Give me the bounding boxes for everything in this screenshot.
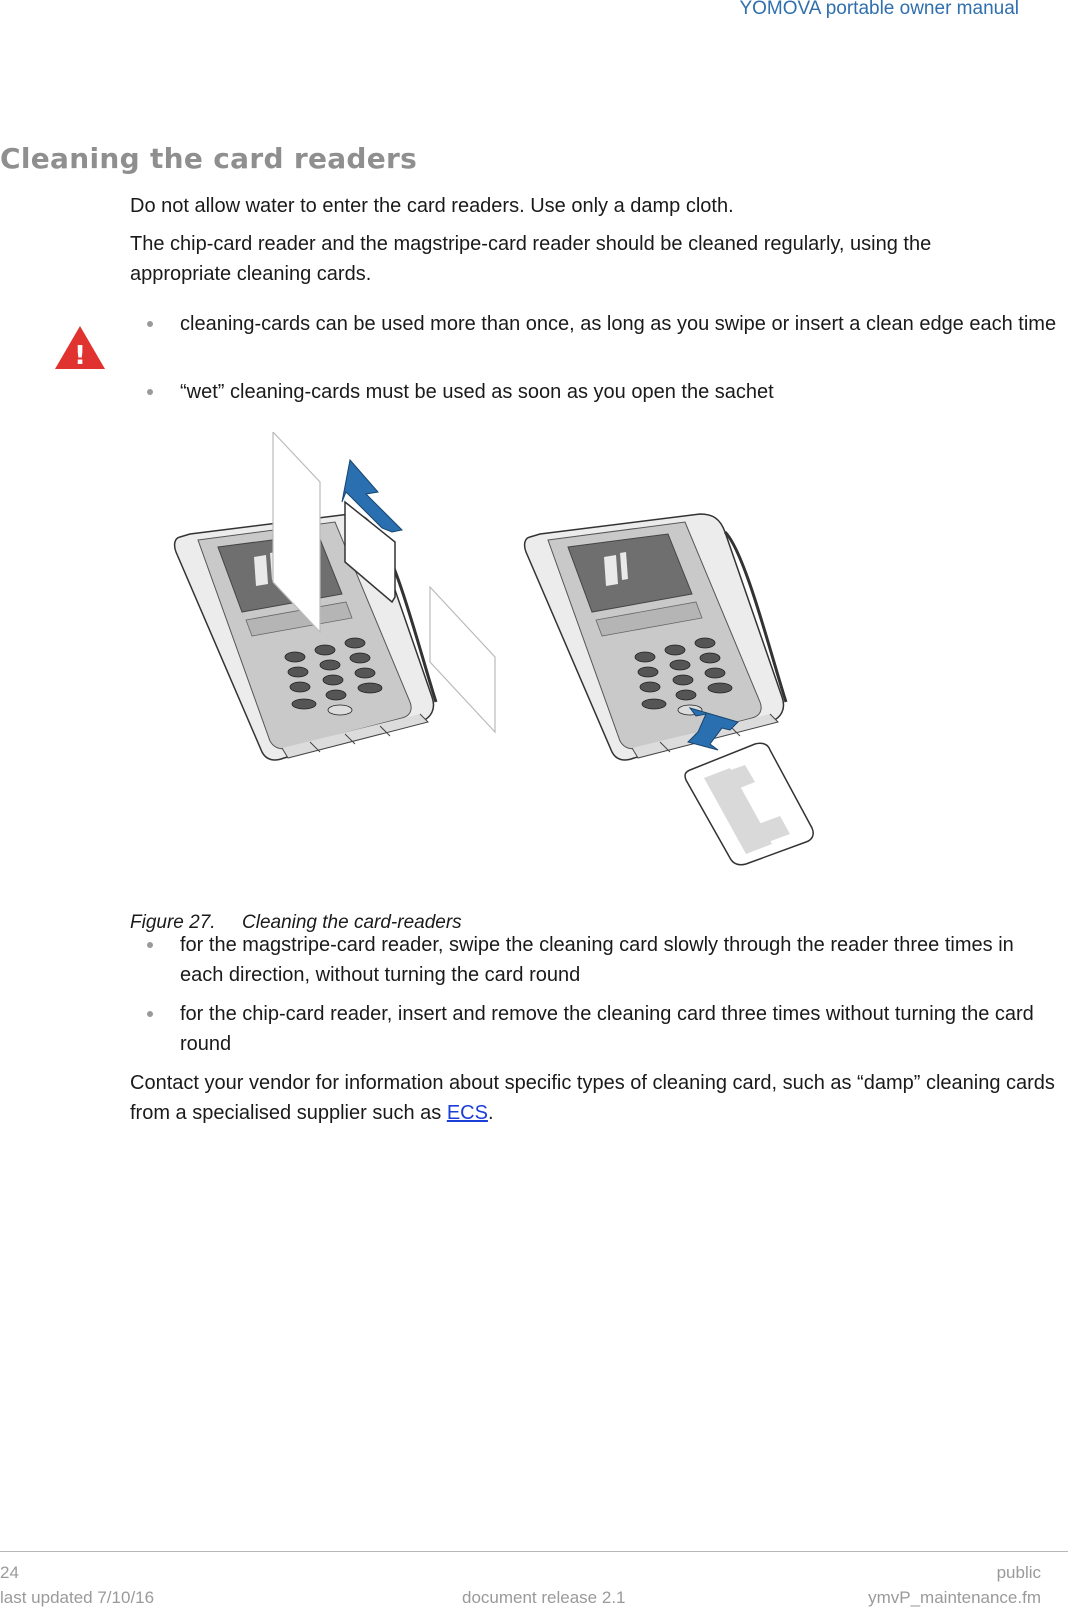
figure-illustration xyxy=(170,432,850,892)
chip-terminal xyxy=(525,514,786,760)
cleaning-card-ghost xyxy=(430,587,495,732)
intro-paragraph-2: The chip-card reader and the magstripe-card reader should be cleaned regularly, using the appropriate cleaning cards. xyxy=(130,233,932,285)
contact-paragraph: Contact your vendor for information about specific types of cleaning card, such as “damp” cleaning cards from a specialised supplier such as ECS. xyxy=(130,1072,1055,1124)
figure-number: Figure 27. xyxy=(130,912,216,933)
ecs-link[interactable]: ECS xyxy=(446,1102,488,1124)
instruction-item: for the chip-card reader, insert and remove the cleaning card three times without turning the card round xyxy=(147,999,1062,1059)
chip-cleaning-card xyxy=(685,743,813,865)
warning-item: “wet” cleaning-cards must be used as soon as you open the sachet xyxy=(147,377,1062,407)
source-filename: ymvP_maintenance.fm xyxy=(868,1588,1041,1607)
classification-label: public xyxy=(996,1563,1041,1582)
warning-symbol: ! xyxy=(74,341,86,371)
intro-paragraph-1: Do not allow water to enter the card readers. Use only a damp cloth. xyxy=(130,195,734,217)
warning-item: cleaning-cards can be used more than once, as long as you swipe or insert a clean edge each time xyxy=(147,309,1062,339)
page-number: 24 xyxy=(0,1563,19,1582)
bullet-dot xyxy=(147,942,153,948)
running-header: YOMOVA portable owner manual xyxy=(739,0,1019,19)
document-release: document release 2.1 xyxy=(462,1588,626,1607)
figure-caption-text: Cleaning the card-readers xyxy=(242,912,462,933)
bullet-dot xyxy=(147,321,153,327)
warning-icon xyxy=(53,324,107,372)
bullet-dot xyxy=(147,389,153,395)
section-title: Cleaning the card readers xyxy=(0,142,418,175)
bullet-dot xyxy=(147,1011,153,1017)
instruction-item: for the magstripe-card reader, swipe the cleaning card slowly through the reader three times in each direction, without turning the card round xyxy=(147,930,1062,990)
footer-divider xyxy=(0,1551,1068,1552)
last-updated: last updated 7/10/16 xyxy=(0,1588,155,1607)
